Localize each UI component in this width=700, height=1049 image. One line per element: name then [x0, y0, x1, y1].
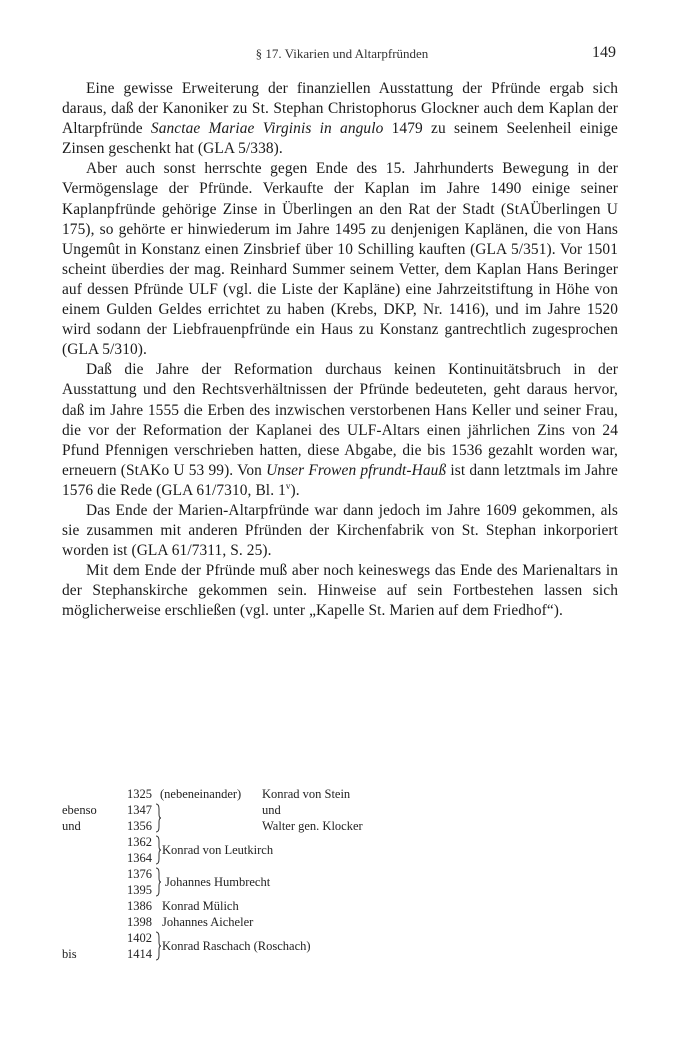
list-year: 1386	[127, 899, 152, 913]
list-year: 1376	[127, 867, 152, 881]
list-year: 1402	[127, 931, 152, 945]
text-run: Daß die Jahre der Reformation durchaus keinen Kontinuitätsbruch in der Ausstattung und den Rechtsverhältnissen der Pfründe bedeuteten, geht daraus hervor, daß im Jahre 1555 die Erben des inzwischen verstorbenen Hans Keller und seiner Frau, die vor der Reformation der Kaplanei des ULF-Altars einen jährlichen Zins von 24 Pfund Pfennigen verschrieben hatten, diese Abgabe, die bis 1536 gezahlt worden war, erneuern (StAKo U 53 99). Von	[62, 361, 618, 479]
list-name: Walter gen. Klocker	[262, 819, 363, 833]
text-run: ist dann letztmals im Jahre 1576 die Rede (GLA 61/7310, Bl. 1	[62, 461, 618, 499]
page-header	[62, 44, 622, 68]
list-row	[62, 842, 542, 858]
list-name: Konrad Mülich	[162, 899, 239, 913]
list-name: Konrad von Stein	[262, 787, 351, 801]
list-year: 1398	[127, 915, 152, 929]
paragraph	[62, 79, 618, 159]
text-run: ).	[290, 481, 300, 499]
superscript-text: v	[285, 480, 291, 491]
list-prefix: und	[62, 819, 81, 833]
italic-text: Unser Frowen pfrundt-Hauß	[266, 461, 447, 479]
text-run: Aber auch sonst herrschte gegen Ende des 15. Jahrhunderts Bewegung in der Vermögenslage der Pfründe. Verkaufte der Kaplan im Jahre 1490 einige seiner Kaplanpfründe gehörige Zinse in Überlingen an den Rat der Stadt (StAÜberlingen U 175), so gehörte er hinwiederum im Jahre 1495 zu denjenigen Kaplänen, die von Hans Ungemût in Konstanz einen Zinsbrief über 10 Schilling kauften (GLA 5/351). Vor 1501 scheint überdies der mag. Reinhard Summer seinem Vetter, dem Kaplan Hans Beringer auf dessen Pfründe ULF (vgl. die Liste der Kapläne) eine Jahrzeitstiftung in Höhe von einem Gulden Geldes errichtet zu haben (Krebs, DKP, Nr. 1416), und im Jahre 1520 wird sodann der Liebfrauenpfründe ein Haus zu Konstanz gantrechtlich zugesprochen (GLA 5/310).	[62, 160, 618, 359]
list-row	[62, 914, 542, 930]
list-year: 1347	[127, 803, 152, 817]
list-year: 1364	[127, 851, 152, 865]
list-prefix: ebenso	[62, 803, 97, 817]
list-name: und	[262, 803, 281, 817]
list-year: 1414	[127, 947, 152, 961]
list-row	[62, 898, 542, 914]
paragraph	[62, 561, 618, 621]
list-name: Johannes Aicheler	[162, 915, 254, 929]
paragraph	[62, 501, 618, 561]
list-year: 1395	[127, 883, 152, 897]
list-name: Konrad von Leutkirch	[162, 843, 274, 857]
list-row	[62, 874, 542, 890]
body-text	[62, 79, 618, 622]
list-name: Johannes Humbrecht	[165, 875, 271, 889]
list-row	[62, 818, 542, 834]
list-name: Konrad Raschach (Roschach)	[162, 939, 311, 953]
text-run: Mit dem Ende der Pfründe muß aber noch keineswegs das Ende des Marienaltars in der Stephanskirche gekommen sein. Hinweise auf sein Fortbestehen lassen sich möglicherweise erschließen (vgl. unter „Kapelle St. Marien auf dem Friedhof“).	[62, 562, 618, 620]
text-run: Eine gewisse Erweiterung der finanziellen Ausstattung der Pfründe ergab sich daraus, daß der Kanoniker zu St. Stephan Christophorus Glockner auch dem Kaplan der Altarpfründe	[62, 80, 618, 138]
text-run: Das Ende der Marien-Altarpfründe war dann jedoch im Jahre 1609 gekommen, als sie zusammen mit anderen Pfründen der Kirchenfabrik von St. Stephan inkorporiert worden ist (GLA 61/7311, S. 25).	[62, 501, 618, 560]
list-year: 1325	[127, 787, 152, 801]
text-run: 1479 zu seinem Seelenheil einige Zinsen geschenkt hat (GLA 5/338).	[62, 120, 618, 158]
list-row	[62, 802, 542, 818]
running-head: § 17. Vikarien und Altarpfründen	[255, 46, 429, 61]
list-prefix: bis	[62, 947, 77, 961]
list-note: (nebeneinander)	[160, 787, 242, 801]
list-row	[62, 786, 542, 802]
list-row	[62, 938, 542, 954]
italic-text: Sanctae Mariae Virginis in angulo	[150, 120, 384, 138]
brace-icon	[154, 803, 162, 833]
paragraph	[62, 360, 618, 501]
paragraph	[62, 159, 618, 360]
list-year: 1362	[127, 835, 152, 849]
page-number: 149	[592, 44, 616, 61]
list-year: 1356	[127, 819, 152, 833]
